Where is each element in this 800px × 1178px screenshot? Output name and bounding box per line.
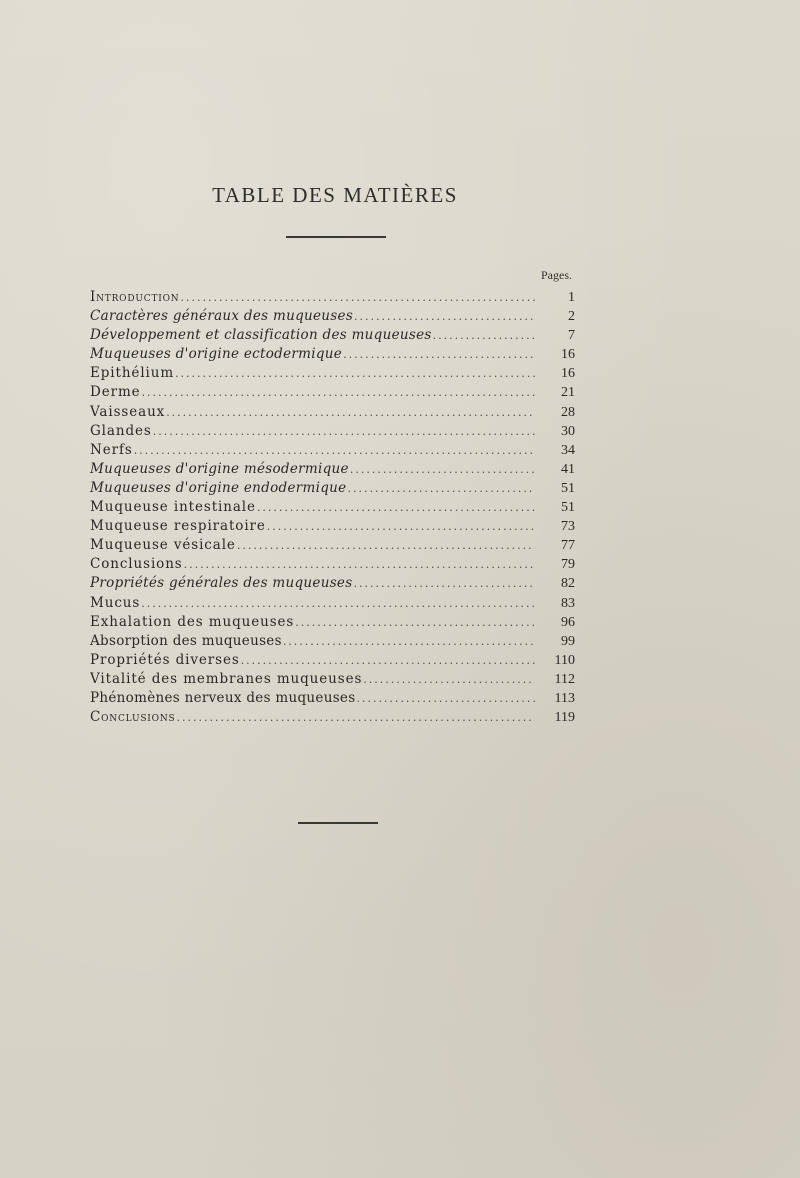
dot-leader [166,403,535,422]
toc-entry-title: Phénomènes nerveux des muqueuses [90,689,356,706]
dot-leader [283,632,535,651]
toc-entry-page-number: 2 [568,309,575,325]
table-of-contents [90,288,575,727]
dot-leader [241,651,535,670]
toc-entry-page-number: 82 [561,576,575,592]
toc-entry-title: Muqueuses d'origine endodermique [90,479,347,496]
toc-entry [90,288,575,307]
toc-entry-page-number: 96 [561,614,575,630]
toc-entry-title: Caractères généraux des muqueuses [90,308,354,325]
toc-entry-page-number: 79 [561,557,575,573]
toc-entry-page-number: 7 [568,328,575,344]
dot-leader [363,670,535,689]
toc-entry-title: Derme [90,384,141,401]
dot-leader [267,517,535,536]
toc-entry-page-number: 1 [568,290,575,305]
dot-leader [134,441,535,460]
toc-entry-page-number: 113 [554,690,575,706]
toc-entry-page-number: 30 [561,423,575,439]
toc-entry-title: Conclusions [90,556,183,573]
toc-entry [90,574,575,593]
closing-divider [298,822,378,824]
toc-entry-title: Vitalité des membranes muqueuses [90,670,363,687]
dot-leader [347,479,535,498]
toc-entry-page-number: 41 [561,461,575,477]
toc-entry [90,632,575,651]
toc-entry-title: Epithélium [90,365,175,382]
dot-leader [356,689,535,708]
toc-entry [90,651,575,670]
dot-leader [141,594,535,613]
dot-leader [142,383,535,402]
toc-entry-title: Développement et classification des muqueuses [90,327,432,344]
toc-entry-title: Muqueuse intestinale [90,499,256,516]
toc-entry [90,345,575,364]
dot-leader [176,708,535,727]
dot-leader [295,613,535,632]
toc-entry-title: Propriétés diverses [90,651,240,668]
toc-entry-page-number: 77 [561,538,575,554]
toc-entry-title: Muqueuse respiratoire [90,518,266,535]
toc-entry-title: Muqueuse vésicale [90,537,236,554]
toc-entry [90,441,575,460]
toc-entry [90,460,575,479]
title-divider [286,236,386,238]
toc-entry [90,555,575,574]
toc-entry-page-number: 34 [561,442,575,458]
toc-entry-page-number: 16 [561,366,575,382]
toc-entry-page-number: 112 [554,671,575,687]
toc-entry-page-number: 73 [561,519,575,535]
pages-column-label: Pages. [541,268,572,282]
toc-entry-title: Vaisseaux [90,403,166,420]
toc-entry-page-number: 28 [561,404,575,420]
dot-leader [350,460,535,479]
toc-entry-title: Muqueuses d'origine mésodermique [90,460,349,477]
dot-leader [354,307,535,326]
toc-entry [90,670,575,689]
toc-entry [90,403,575,422]
toc-entry-page-number: 99 [561,633,575,649]
toc-entry-title: Propriétés générales des muqueuses [90,575,353,592]
dot-leader [184,555,535,574]
toc-entry [90,307,575,326]
toc-entry-page-number: 51 [561,500,575,516]
toc-entry-title: Muqueuses d'origine ectodermique [90,346,343,363]
toc-entry [90,613,575,632]
dot-leader [343,345,535,364]
toc-entry [90,536,575,555]
toc-entry [90,326,575,345]
toc-entry-title: Exhalation des muqueuses [90,613,295,630]
toc-entry [90,708,575,727]
dot-leader [175,364,535,383]
toc-entry [90,422,575,441]
toc-entry [90,498,575,517]
toc-entry-page-number: 83 [561,595,575,611]
page-title: TABLE DES MATIÈRES [212,183,458,207]
dot-leader [237,536,535,555]
toc-entry-title: Conclusions [90,709,176,726]
toc-entry [90,364,575,383]
toc-entry-page-number: 110 [554,652,575,668]
toc-entry-page-number: 21 [561,385,575,401]
dot-leader [433,326,535,345]
toc-entry [90,517,575,536]
toc-entry [90,479,575,498]
dot-leader [153,422,535,441]
toc-entry [90,689,575,708]
toc-entry-title: Introduction [90,289,180,305]
toc-entry-title: Nerfs [90,441,133,458]
toc-entry [90,383,575,402]
dot-leader [257,498,535,517]
toc-entry-page-number: 16 [561,347,575,363]
toc-entry-title: Mucus [90,594,141,611]
toc-entry [90,594,575,613]
dot-leader [180,288,535,307]
toc-entry-page-number: 51 [561,480,575,496]
toc-entry-page-number: 119 [554,710,575,726]
toc-entry-title: Absorption des muqueuses [90,632,282,649]
toc-entry-title: Glandes [90,422,152,439]
dot-leader [353,574,535,593]
